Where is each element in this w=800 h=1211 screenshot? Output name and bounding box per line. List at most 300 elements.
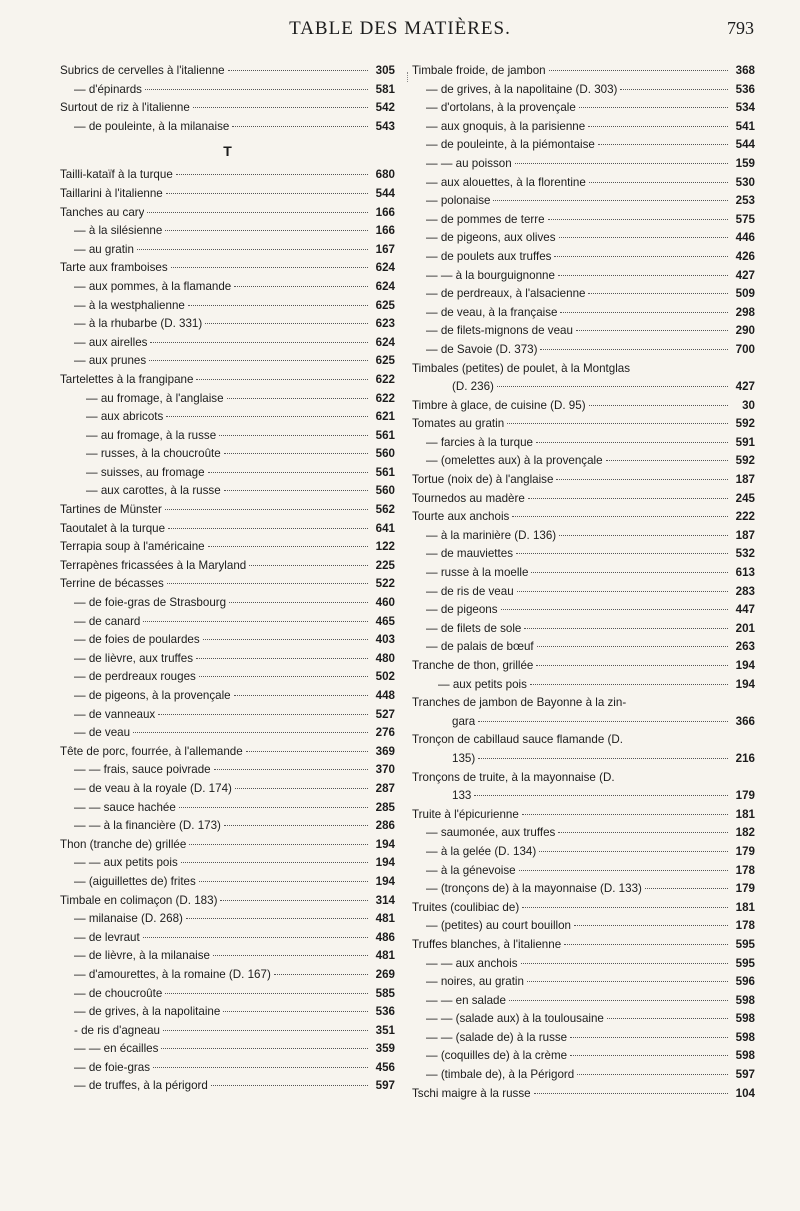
entry-page-number: 426	[735, 249, 755, 263]
index-entry	[412, 415, 755, 434]
leader-dots	[232, 126, 368, 127]
entry-text: — de foie-gras de Strasbourg	[74, 596, 227, 610]
entry-page-number: 624	[375, 335, 395, 349]
index-entry	[60, 706, 395, 725]
entry-text: Surtout de riz à l'italienne	[60, 101, 190, 115]
index-entry	[412, 713, 755, 732]
leader-dots	[588, 126, 728, 127]
leader-dots	[554, 256, 728, 257]
entry-page-number: 562	[375, 503, 395, 517]
entry-text: (D. 236)	[452, 380, 494, 394]
entry-text: — — aux anchois	[426, 956, 518, 970]
entry-text: — de palais de bœuf	[426, 640, 534, 654]
index-entry	[60, 650, 395, 669]
entry-page-number: 286	[375, 819, 395, 833]
entry-text: Truites (coulibiac de)	[412, 900, 520, 914]
index-entry	[412, 248, 755, 267]
leader-dots	[165, 230, 368, 231]
index-entry	[412, 899, 755, 918]
entry-page-number: 534	[735, 101, 755, 115]
entry-page-number: 187	[735, 473, 755, 487]
entry-text: — de mauviettes	[426, 547, 513, 561]
entry-text: Truite à l'épicurienne	[412, 807, 519, 821]
entry-text: — russes, à la choucroûte	[86, 447, 221, 461]
entry-text: Tailli-kataïf à la turque	[60, 168, 173, 182]
leader-dots	[208, 472, 368, 473]
index-entry	[412, 862, 755, 881]
index-entry	[60, 297, 395, 316]
entry-text: Timbale en colimaçon (D. 183)	[60, 893, 218, 907]
entry-text: — au fromage, à la russe	[86, 428, 217, 442]
entry-page-number: 181	[735, 900, 755, 914]
leader-dots	[213, 955, 368, 956]
leader-dots	[478, 721, 728, 722]
index-entry	[60, 464, 395, 483]
index-entry	[412, 992, 755, 1011]
index-entry	[60, 1077, 395, 1096]
leader-dots	[474, 795, 728, 796]
leader-dots	[246, 751, 368, 752]
entry-text: — — sauce hachée	[74, 800, 176, 814]
leader-dots	[528, 498, 728, 499]
leader-dots	[570, 1037, 728, 1038]
entry-text: Tarte aux framboises	[60, 261, 168, 275]
entry-page-number: 427	[735, 268, 755, 282]
leader-dots	[176, 174, 368, 175]
index-entry	[412, 99, 755, 118]
entry-page-number: 486	[375, 930, 395, 944]
leader-dots	[193, 107, 368, 108]
entry-text: — de levraut	[74, 930, 140, 944]
index-entry	[412, 155, 755, 174]
entry-page-number: 370	[375, 763, 395, 777]
entry-text: — de pommes de terre	[426, 212, 545, 226]
entry-text: gara	[452, 714, 476, 728]
entry-text: — milanaise (D. 268)	[74, 912, 183, 926]
leader-dots	[234, 695, 368, 696]
leader-dots	[137, 249, 368, 250]
entry-text: — de perdreaux, à l'alsacienne	[426, 287, 586, 301]
entry-page-number: 624	[375, 279, 395, 293]
entry-page-number: 530	[735, 175, 755, 189]
entry-page-number: 596	[735, 975, 755, 989]
index-entry	[60, 445, 395, 464]
entry-page-number: 641	[375, 521, 395, 535]
index-entry	[60, 947, 395, 966]
entry-page-number: 179	[735, 882, 755, 896]
index-entry	[412, 917, 755, 936]
entry-page-number: 194	[375, 874, 395, 888]
index-entry	[412, 787, 755, 806]
entry-text: Tronçons de truite, à la mayonnaise (D.	[412, 770, 615, 784]
entry-text: — de lièvre, aux truffes	[74, 651, 193, 665]
leader-dots	[558, 832, 728, 833]
entry-page-number: 166	[375, 224, 395, 238]
leader-dots	[223, 1011, 368, 1012]
entry-page-number: 314	[375, 893, 395, 907]
leader-dots	[507, 423, 728, 424]
index-entry	[60, 1059, 395, 1078]
index-entry	[412, 843, 755, 862]
entry-page-number: 359	[375, 1042, 395, 1056]
leader-dots	[147, 212, 368, 213]
entry-page-number: 543	[375, 119, 395, 133]
index-entry	[412, 174, 755, 193]
entry-text: — — au poisson	[426, 156, 512, 170]
entry-page-number: 585	[375, 986, 395, 1000]
index-entry	[412, 955, 755, 974]
leader-dots	[522, 907, 728, 908]
entry-text: — à la westphalienne	[74, 298, 185, 312]
leader-dots	[564, 944, 728, 945]
index-entry	[60, 724, 395, 743]
entry-text: Tartelettes à la frangipane	[60, 372, 194, 386]
leader-dots	[589, 182, 728, 183]
index-entry	[60, 204, 395, 223]
entry-text: — de foies de poulardes	[74, 633, 200, 647]
entry-text: — de vanneaux	[74, 707, 156, 721]
leader-dots	[274, 974, 368, 975]
index-entry	[60, 929, 395, 948]
entry-page-number: 541	[735, 119, 755, 133]
index-entry	[60, 743, 395, 762]
left-column	[60, 62, 395, 1096]
index-entry	[412, 545, 755, 564]
entry-text: - de ris d'agneau	[74, 1023, 161, 1037]
entry-text: — (coquilles de) à la crème	[426, 1049, 568, 1063]
entry-page-number: 194	[735, 677, 755, 691]
leader-dots	[208, 546, 368, 547]
leader-dots	[166, 193, 368, 194]
entry-page-number: 598	[735, 993, 755, 1007]
leader-dots	[163, 1030, 368, 1031]
entry-text: — de pouleinte, à la piémontaise	[426, 138, 595, 152]
index-entry	[412, 583, 755, 602]
leader-dots	[228, 70, 368, 71]
entry-text: — de poulets aux truffes	[426, 249, 552, 263]
leader-dots	[224, 825, 368, 826]
entry-text: — à la marinière (D. 136)	[426, 528, 557, 542]
entry-text: — russe à la moelle	[426, 566, 529, 580]
index-entry	[412, 322, 755, 341]
entry-text: — de grives, à la napolitaine	[74, 1005, 221, 1019]
entry-text: — de lièvre, à la milanaise	[74, 949, 210, 963]
leader-dots	[556, 479, 728, 480]
entry-page-number: 368	[735, 64, 755, 77]
index-entry	[60, 352, 395, 371]
entry-text: — de veau, à la française	[426, 305, 558, 319]
entry-page-number: 480	[375, 651, 395, 665]
index-entry	[412, 769, 755, 788]
entry-page-number: 532	[735, 547, 755, 561]
index-entry	[60, 817, 395, 836]
page-header	[40, 18, 760, 42]
entry-page-number: 456	[375, 1060, 395, 1074]
leader-dots	[522, 814, 728, 815]
entry-text: Tronçon de cabillaud sauce flamande (D.	[412, 733, 623, 747]
leader-dots	[203, 639, 368, 640]
entry-page-number: 536	[375, 1005, 395, 1019]
entry-text: — polonaise	[426, 194, 491, 208]
index-entry	[60, 501, 395, 520]
index-entry	[412, 452, 755, 471]
leader-dots	[519, 870, 728, 871]
entry-page-number: 290	[735, 324, 755, 338]
index-entry	[412, 880, 755, 899]
index-entry	[60, 780, 395, 799]
index-entry	[60, 687, 395, 706]
entry-page-number: 597	[735, 1068, 755, 1082]
index-entry	[60, 520, 395, 539]
leader-dots	[521, 963, 728, 964]
entry-page-number: 598	[735, 1049, 755, 1063]
leader-dots	[165, 993, 368, 994]
entry-text: Tranches de jambon de Bayonne à la zin-	[412, 696, 627, 710]
entry-text: — de perdreaux rouges	[74, 670, 196, 684]
index-entry	[412, 360, 755, 379]
entry-text: Terrapènes fricassées à la Maryland	[60, 558, 247, 572]
index-entry	[412, 378, 755, 397]
index-entry	[60, 259, 395, 278]
index-entry	[412, 731, 755, 750]
entry-page-number: 159	[735, 156, 755, 170]
entry-text: — d'ortolans, à la provençale	[426, 101, 576, 115]
entry-text: Taoutalet à la turque	[60, 521, 166, 535]
entry-page-number: 625	[375, 354, 395, 368]
entry-page-number: 269	[375, 967, 395, 981]
leader-dots	[531, 572, 728, 573]
entry-page-number: 460	[375, 596, 395, 610]
entry-text: — (petites) au court bouillon	[426, 919, 571, 933]
index-entry	[412, 471, 755, 490]
leader-dots	[181, 862, 368, 863]
entry-text: — saumonée, aux truffes	[426, 826, 556, 840]
entry-text: — aux carottes, à la russe	[86, 484, 221, 498]
index-entry	[60, 538, 395, 557]
index-entry	[60, 241, 395, 260]
entry-page-number: 30	[742, 398, 755, 412]
entry-page-number: 598	[735, 1012, 755, 1026]
entry-page-number: 194	[375, 856, 395, 870]
leader-dots	[501, 609, 728, 610]
index-entry	[412, 1029, 755, 1048]
entry-text: 135)	[452, 751, 476, 765]
index-entry	[60, 892, 395, 911]
entry-text: — — à la financière (D. 173)	[74, 819, 221, 833]
entry-text: Tanches au cary	[60, 205, 145, 219]
entry-page-number: 544	[735, 138, 755, 152]
leader-dots	[165, 509, 368, 510]
entry-page-number: 561	[375, 428, 395, 442]
entry-page-number: 194	[735, 659, 755, 672]
index-entry	[412, 81, 755, 100]
entry-page-number: 700	[735, 342, 755, 356]
leader-dots	[220, 900, 368, 901]
entry-page-number: 542	[375, 101, 395, 115]
leader-dots	[224, 453, 368, 454]
index-entry	[412, 638, 755, 657]
entry-page-number: 481	[375, 949, 395, 963]
entry-text: — de pigeons, aux olives	[426, 231, 556, 245]
leader-dots	[527, 981, 728, 982]
leader-dots	[199, 881, 368, 882]
index-entry	[412, 285, 755, 304]
index-entry	[60, 222, 395, 241]
leader-dots	[145, 89, 368, 90]
index-entry	[60, 836, 395, 855]
leader-dots	[620, 89, 728, 90]
entry-text: — à la silésienne	[74, 224, 163, 238]
entry-page-number: 201	[735, 621, 755, 635]
entry-page-number: 187	[735, 528, 755, 542]
entry-text: — de grives, à la napolitaine (D. 303)	[426, 82, 618, 96]
index-entry	[60, 62, 395, 81]
entry-text: — aux abricots	[86, 410, 164, 424]
index-entry	[412, 657, 755, 676]
index-entry	[60, 1003, 395, 1022]
leader-dots	[516, 553, 728, 554]
index-entry	[60, 118, 395, 137]
index-entry	[60, 408, 395, 427]
index-entry	[60, 81, 395, 100]
index-entry	[60, 557, 395, 576]
leader-dots	[167, 583, 368, 584]
leader-dots	[150, 342, 368, 343]
entry-text: Tschi maigre à la russe	[412, 1086, 531, 1100]
entry-page-number: 680	[375, 168, 395, 182]
leader-dots	[234, 286, 368, 287]
index-entry	[412, 62, 755, 81]
index-entry	[412, 267, 755, 286]
entry-text: — aux gnoquis, à la parisienne	[426, 119, 586, 133]
leader-dots	[645, 888, 728, 889]
entry-text: — de truffes, à la périgord	[74, 1079, 208, 1093]
leader-dots	[549, 70, 728, 71]
index-entry	[60, 278, 395, 297]
entry-text: — au gratin	[74, 242, 134, 256]
index-entry	[412, 118, 755, 137]
entry-page-number: 181	[735, 807, 755, 821]
index-entry	[60, 185, 395, 204]
leader-dots	[589, 405, 728, 406]
index-entry	[412, 1085, 755, 1104]
entry-page-number: 502	[375, 670, 395, 684]
entry-text: — (tronçons de) à la mayonnaise (D. 133)	[426, 882, 642, 896]
index-entry	[60, 761, 395, 780]
entry-page-number: 167	[375, 242, 395, 256]
entry-page-number: 447	[735, 603, 755, 617]
leader-dots	[574, 925, 728, 926]
entry-page-number: 182	[735, 826, 755, 840]
index-entry	[60, 575, 395, 594]
index-entry	[60, 873, 395, 892]
index-entry	[412, 341, 755, 360]
entry-text: Tourte aux anchois	[412, 510, 510, 524]
entry-text: — aux alouettes, à la florentine	[426, 175, 586, 189]
entry-text: — d'amourettes, à la romaine (D. 167)	[74, 967, 271, 981]
entry-text: Terrine de bécasses	[60, 577, 164, 591]
entry-page-number: 122	[375, 540, 395, 554]
leader-dots	[539, 851, 728, 852]
leader-dots	[158, 714, 368, 715]
entry-text: — de pouleinte, à la milanaise	[74, 119, 230, 133]
index-entry	[60, 371, 395, 390]
entry-text: 133	[452, 789, 472, 803]
index-entry	[412, 508, 755, 527]
leader-dots	[536, 442, 728, 443]
entry-page-number: 592	[735, 417, 755, 431]
leader-dots	[224, 490, 368, 491]
leader-dots	[161, 1048, 368, 1049]
entry-text: — de filets-mignons de veau	[426, 324, 573, 338]
index-entry	[412, 397, 755, 416]
entry-text: — de pigeons, à la provençale	[74, 689, 231, 702]
entry-text: Subrics de cervelles à l'italienne	[60, 64, 225, 77]
leader-dots	[558, 275, 728, 276]
entry-page-number: 351	[375, 1023, 395, 1037]
leader-dots	[540, 349, 728, 350]
leader-dots	[509, 1000, 728, 1001]
entry-page-number: 527	[375, 707, 395, 721]
leader-dots	[199, 676, 368, 677]
leader-dots	[189, 844, 368, 845]
leader-dots	[211, 1085, 368, 1086]
entry-page-number: 166	[375, 205, 395, 219]
leader-dots	[219, 435, 368, 436]
entry-page-number: 216	[735, 751, 755, 765]
entry-text: Tranche de thon, grillée	[412, 659, 534, 672]
leader-dots	[576, 330, 728, 331]
leader-dots	[166, 416, 368, 417]
entry-text: Thon (tranche de) grillée	[60, 837, 187, 851]
index-entry	[412, 620, 755, 639]
index-entry	[412, 136, 755, 155]
entry-text: Taillarini à l'italienne	[60, 186, 163, 200]
entry-text: — au fromage, à l'anglaise	[86, 391, 224, 405]
entry-text: Tomates au gratin	[412, 417, 505, 431]
entry-page-number: 446	[735, 231, 755, 245]
entry-text: Tête de porc, fourrée, à l'allemande	[60, 744, 243, 758]
entry-text: — aux pommes, à la flamande	[74, 279, 232, 293]
entry-page-number: 613	[735, 566, 755, 580]
leader-dots	[227, 398, 368, 399]
entry-text: Tortue (noix de) à l'anglaise	[412, 473, 554, 487]
entry-page-number: 623	[375, 317, 395, 331]
entry-text: — de choucroûte	[74, 986, 163, 1000]
leader-dots	[607, 1018, 728, 1019]
index-entry	[60, 315, 395, 334]
entry-text: — d'épinards	[74, 82, 142, 96]
leader-dots	[515, 163, 728, 164]
entry-text: — de veau	[74, 726, 131, 740]
entry-text: — (omelettes aux) à la provençale	[426, 454, 603, 468]
entry-text: — de Savoie (D. 373)	[426, 342, 538, 356]
entry-text: Timbre à glace, de cuisine (D. 95)	[412, 398, 586, 412]
leader-dots	[536, 665, 728, 666]
entry-text: — aux prunes	[74, 354, 147, 368]
entry-page-number: 622	[375, 391, 395, 405]
entry-page-number: 253	[735, 194, 755, 208]
entry-page-number: 403	[375, 633, 395, 647]
leader-dots	[235, 788, 368, 789]
index-entry	[412, 192, 755, 211]
entry-page-number: 560	[375, 484, 395, 498]
entry-page-number: 283	[735, 584, 755, 598]
leader-dots	[229, 602, 368, 603]
entry-text: — de filets de sole	[426, 621, 522, 635]
leader-dots	[588, 293, 728, 294]
entry-text: — — (salade de) à la russe	[426, 1030, 568, 1044]
